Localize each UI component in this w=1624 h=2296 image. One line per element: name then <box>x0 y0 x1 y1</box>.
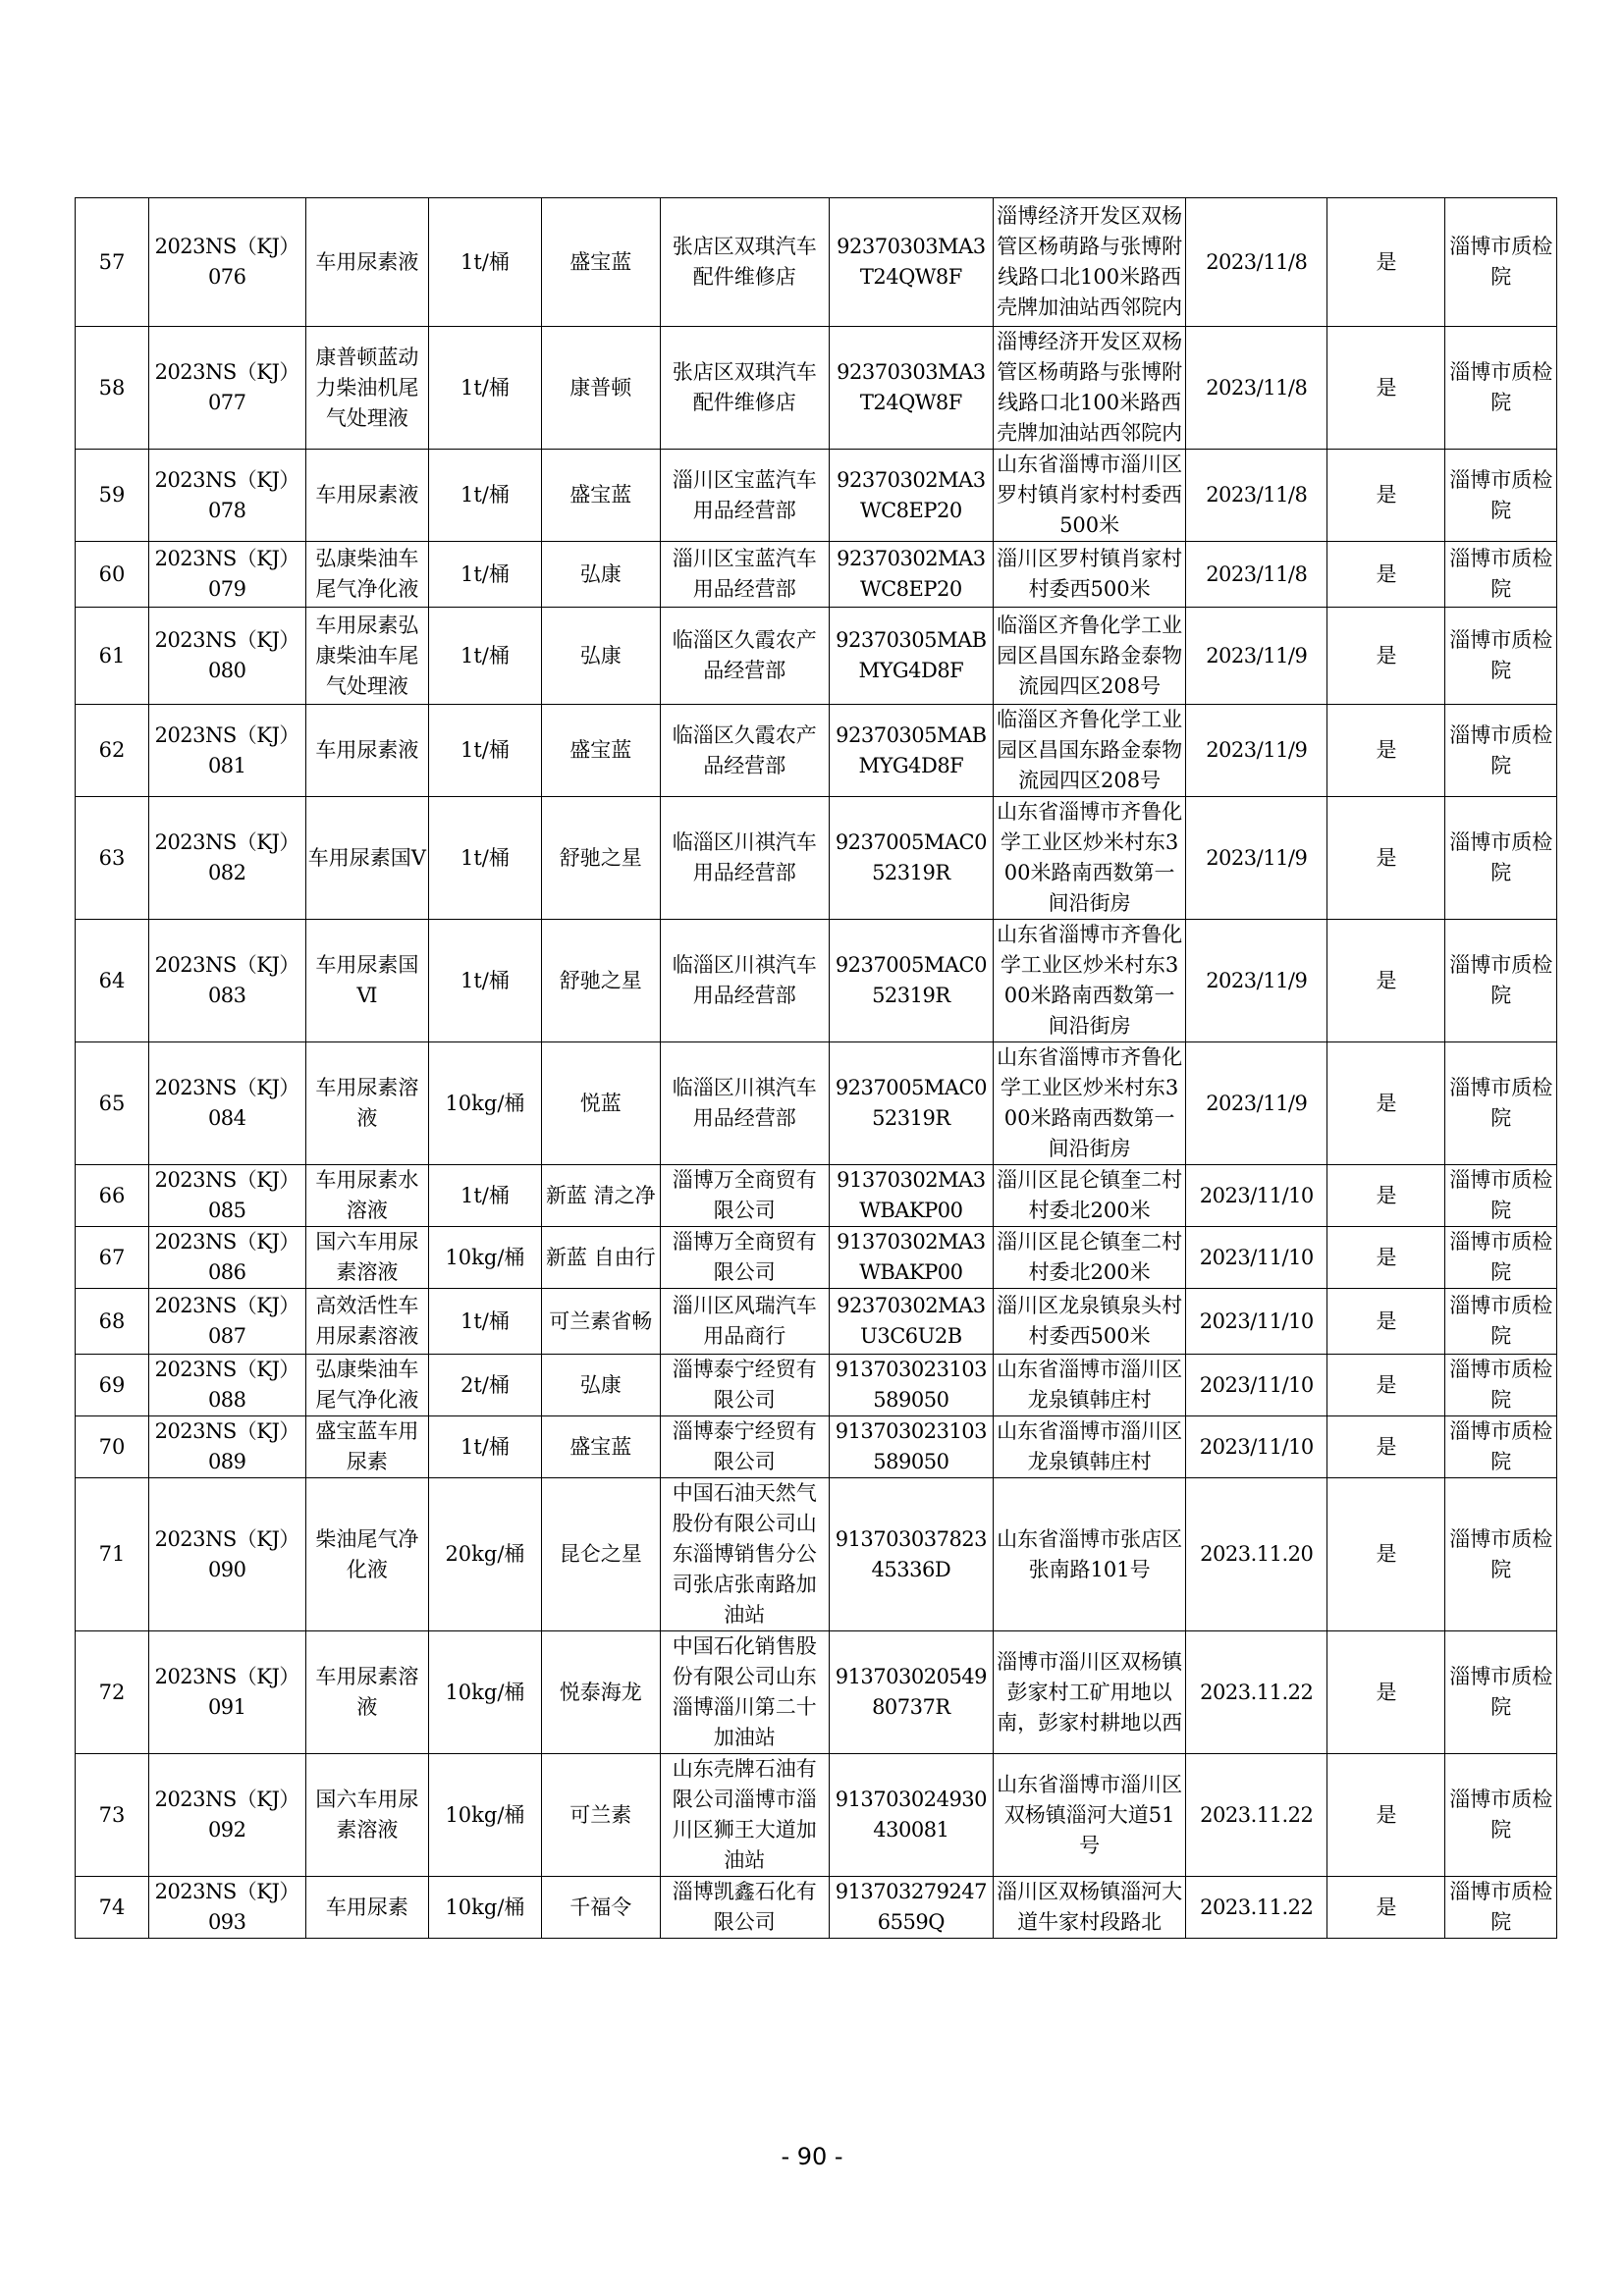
cell-product-name: 康普顿蓝动力柴油机尾气处理液 <box>305 327 429 450</box>
cell-product-name: 车用尿素液 <box>305 705 429 797</box>
cell-no: 70 <box>76 1416 149 1478</box>
cell-sample-code: 2023NS（KJ）084 <box>148 1042 305 1165</box>
cell-no: 71 <box>76 1478 149 1631</box>
cell-address: 淄川区昆仑镇奎二村村委北200米 <box>994 1165 1186 1227</box>
cell-specification: 1t/桶 <box>429 1416 542 1478</box>
table-row <box>76 198 1557 327</box>
cell-specification: 1t/桶 <box>429 542 542 608</box>
cell-date: 2023/11/10 <box>1186 1227 1327 1289</box>
cell-credit-code: 92370305MABMYG4D8F <box>829 608 993 705</box>
cell-product-name: 车用尿素 <box>305 1877 429 1939</box>
cell-no: 63 <box>76 797 149 920</box>
cell-product-name: 弘康柴油车尾气净化液 <box>305 542 429 608</box>
cell-inspection-org: 淄博市质检院 <box>1445 1416 1557 1478</box>
cell-qualified: 是 <box>1327 1355 1445 1416</box>
cell-date: 2023/11/10 <box>1186 1355 1327 1416</box>
table-row <box>76 1227 1557 1289</box>
cell-no: 68 <box>76 1289 149 1355</box>
cell-credit-code: 92370305MABMYG4D8F <box>829 705 993 797</box>
cell-no: 57 <box>76 198 149 327</box>
cell-credit-code: 92370303MA3T24QW8F <box>829 327 993 450</box>
cell-sample-code: 2023NS（KJ）092 <box>148 1754 305 1877</box>
cell-address: 山东省淄博市齐鲁化学工业区炒米村东300米路南西数第一间沿街房 <box>994 1042 1186 1165</box>
cell-address: 淄川区罗村镇肖家村村委西500米 <box>994 542 1186 608</box>
cell-seller: 中国石化销售股份有限公司山东淄博淄川第二十加油站 <box>660 1631 829 1754</box>
cell-address: 山东省淄博市淄川区龙泉镇韩庄村 <box>994 1416 1186 1478</box>
cell-brand: 可兰素省畅 <box>541 1289 660 1355</box>
cell-address: 淄川区龙泉镇泉头村村委西500米 <box>994 1289 1186 1355</box>
page-number: - 90 - <box>781 2143 843 2170</box>
cell-sample-code: 2023NS（KJ）083 <box>148 920 305 1042</box>
cell-credit-code: 91370303782345336D <box>829 1478 993 1631</box>
cell-address: 淄博市淄川区双杨镇彭家村工矿用地以南，彭家村耕地以西 <box>994 1631 1186 1754</box>
cell-date: 2023.11.22 <box>1186 1877 1327 1939</box>
cell-qualified: 是 <box>1327 1165 1445 1227</box>
cell-seller: 中国石油天然气股份有限公司山东淄博销售分公司张店张南路加油站 <box>660 1478 829 1631</box>
cell-brand: 新蓝 自由行 <box>541 1227 660 1289</box>
cell-seller: 临淄区久霞农产品经营部 <box>660 608 829 705</box>
cell-date: 2023/11/9 <box>1186 797 1327 920</box>
cell-seller: 张店区双琪汽车配件维修店 <box>660 198 829 327</box>
cell-date: 2023.11.22 <box>1186 1754 1327 1877</box>
cell-specification: 1t/桶 <box>429 198 542 327</box>
table-row <box>76 608 1557 705</box>
cell-address: 山东省淄博市张店区张南路101号 <box>994 1478 1186 1631</box>
cell-inspection-org: 淄博市质检院 <box>1445 327 1557 450</box>
cell-seller: 淄博万全商贸有限公司 <box>660 1165 829 1227</box>
table-row <box>76 1877 1557 1939</box>
cell-credit-code: 91370302054980737R <box>829 1631 993 1754</box>
cell-seller: 淄博凯鑫石化有限公司 <box>660 1877 829 1939</box>
table-row <box>76 1289 1557 1355</box>
cell-credit-code: 92370303MA3T24QW8F <box>829 198 993 327</box>
cell-seller: 张店区双琪汽车配件维修店 <box>660 327 829 450</box>
cell-brand: 悦蓝 <box>541 1042 660 1165</box>
table-row <box>76 1165 1557 1227</box>
cell-seller: 临淄区川祺汽车用品经营部 <box>660 1042 829 1165</box>
table-row <box>76 1754 1557 1877</box>
cell-address: 淄博经济开发区双杨管区杨萌路与张博附线路口北100米路西壳牌加油站西邻院内 <box>994 198 1186 327</box>
cell-specification: 2t/桶 <box>429 1355 542 1416</box>
cell-qualified: 是 <box>1327 327 1445 450</box>
cell-seller: 淄川区风瑞汽车用品商行 <box>660 1289 829 1355</box>
cell-date: 2023/11/9 <box>1186 920 1327 1042</box>
cell-inspection-org: 淄博市质检院 <box>1445 1754 1557 1877</box>
cell-qualified: 是 <box>1327 1631 1445 1754</box>
table-row <box>76 542 1557 608</box>
cell-specification: 1t/桶 <box>429 1289 542 1355</box>
cell-brand: 盛宝蓝 <box>541 450 660 542</box>
cell-date: 2023/11/10 <box>1186 1289 1327 1355</box>
cell-address: 临淄区齐鲁化学工业园区昌国东路金泰物流园四区208号 <box>994 608 1186 705</box>
table-row <box>76 1416 1557 1478</box>
cell-qualified: 是 <box>1327 1877 1445 1939</box>
cell-no: 59 <box>76 450 149 542</box>
cell-inspection-org: 淄博市质检院 <box>1445 608 1557 705</box>
cell-no: 72 <box>76 1631 149 1754</box>
cell-specification: 10kg/桶 <box>429 1754 542 1877</box>
cell-date: 2023/11/9 <box>1186 1042 1327 1165</box>
cell-address: 山东省淄博市淄川区罗村镇肖家村村委西500米 <box>994 450 1186 542</box>
cell-inspection-org: 淄博市质检院 <box>1445 705 1557 797</box>
cell-date: 2023/11/10 <box>1186 1416 1327 1478</box>
cell-product-name: 柴油尾气净化液 <box>305 1478 429 1631</box>
cell-sample-code: 2023NS（KJ）089 <box>148 1416 305 1478</box>
table-row <box>76 1478 1557 1631</box>
cell-inspection-org: 淄博市质检院 <box>1445 797 1557 920</box>
cell-product-name: 车用尿素液 <box>305 450 429 542</box>
cell-specification: 1t/桶 <box>429 327 542 450</box>
cell-seller: 淄川区宝蓝汽车用品经营部 <box>660 450 829 542</box>
cell-specification: 10kg/桶 <box>429 1877 542 1939</box>
cell-no: 69 <box>76 1355 149 1416</box>
cell-inspection-org: 淄博市质检院 <box>1445 450 1557 542</box>
cell-qualified: 是 <box>1327 1478 1445 1631</box>
cell-brand: 新蓝 清之净 <box>541 1165 660 1227</box>
cell-address: 山东省淄博市齐鲁化学工业区炒米村东300米路南西数第一间沿街房 <box>994 920 1186 1042</box>
table-body <box>76 198 1557 1939</box>
cell-specification: 10kg/桶 <box>429 1227 542 1289</box>
cell-product-name: 车用尿素国Ⅴ <box>305 797 429 920</box>
cell-product-name: 车用尿素水溶液 <box>305 1165 429 1227</box>
cell-qualified: 是 <box>1327 608 1445 705</box>
cell-address: 山东省淄博市齐鲁化学工业区炒米村东300米路南西数第一间沿街房 <box>994 797 1186 920</box>
cell-no: 60 <box>76 542 149 608</box>
table-row <box>76 1042 1557 1165</box>
table-row <box>76 797 1557 920</box>
cell-credit-code: 9137032792476559Q <box>829 1877 993 1939</box>
cell-inspection-org: 淄博市质检院 <box>1445 1227 1557 1289</box>
cell-seller: 淄博泰宁经贸有限公司 <box>660 1355 829 1416</box>
cell-brand: 昆仑之星 <box>541 1478 660 1631</box>
cell-product-name: 国六车用尿素溶液 <box>305 1754 429 1877</box>
cell-sample-code: 2023NS（KJ）078 <box>148 450 305 542</box>
cell-date: 2023/11/8 <box>1186 198 1327 327</box>
cell-brand: 舒驰之星 <box>541 920 660 1042</box>
cell-product-name: 车用尿素溶液 <box>305 1631 429 1754</box>
cell-sample-code: 2023NS（KJ）091 <box>148 1631 305 1754</box>
cell-no: 64 <box>76 920 149 1042</box>
cell-sample-code: 2023NS（KJ）093 <box>148 1877 305 1939</box>
cell-seller: 淄川区宝蓝汽车用品经营部 <box>660 542 829 608</box>
cell-qualified: 是 <box>1327 1754 1445 1877</box>
cell-address: 临淄区齐鲁化学工业园区昌国东路金泰物流园四区208号 <box>994 705 1186 797</box>
cell-inspection-org: 淄博市质检院 <box>1445 1478 1557 1631</box>
cell-product-name: 车用尿素弘康柴油车尾气处理液 <box>305 608 429 705</box>
cell-sample-code: 2023NS（KJ）081 <box>148 705 305 797</box>
cell-specification: 1t/桶 <box>429 920 542 1042</box>
cell-inspection-org: 淄博市质检院 <box>1445 1355 1557 1416</box>
cell-brand: 舒驰之星 <box>541 797 660 920</box>
cell-address: 淄川区双杨镇淄河大道牛家村段路北 <box>994 1877 1186 1939</box>
cell-qualified: 是 <box>1327 1227 1445 1289</box>
cell-credit-code: 9237005MAC052319R <box>829 920 993 1042</box>
cell-inspection-org: 淄博市质检院 <box>1445 1165 1557 1227</box>
cell-sample-code: 2023NS（KJ）080 <box>148 608 305 705</box>
cell-inspection-org: 淄博市质检院 <box>1445 198 1557 327</box>
cell-seller: 淄博泰宁经贸有限公司 <box>660 1416 829 1478</box>
cell-qualified: 是 <box>1327 1289 1445 1355</box>
cell-brand: 悦泰海龙 <box>541 1631 660 1754</box>
cell-no: 74 <box>76 1877 149 1939</box>
cell-no: 73 <box>76 1754 149 1877</box>
cell-no: 61 <box>76 608 149 705</box>
cell-product-name: 高效活性车用尿素溶液 <box>305 1289 429 1355</box>
cell-specification: 20kg/桶 <box>429 1478 542 1631</box>
cell-qualified: 是 <box>1327 1042 1445 1165</box>
cell-product-name: 车用尿素液 <box>305 198 429 327</box>
cell-date: 2023.11.20 <box>1186 1478 1327 1631</box>
cell-address: 淄博经济开发区双杨管区杨萌路与张博附线路口北100米路西壳牌加油站西邻院内 <box>994 327 1186 450</box>
cell-specification: 1t/桶 <box>429 797 542 920</box>
cell-address: 山东省淄博市淄川区双杨镇淄河大道51号 <box>994 1754 1186 1877</box>
inspection-table <box>75 197 1557 1939</box>
cell-brand: 盛宝蓝 <box>541 1416 660 1478</box>
cell-qualified: 是 <box>1327 198 1445 327</box>
cell-no: 58 <box>76 327 149 450</box>
cell-qualified: 是 <box>1327 705 1445 797</box>
cell-credit-code: 92370302MA3WC8EP20 <box>829 542 993 608</box>
cell-product-name: 车用尿素国Ⅵ <box>305 920 429 1042</box>
table-row <box>76 1631 1557 1754</box>
cell-credit-code: 92370302MA3WC8EP20 <box>829 450 993 542</box>
table-row <box>76 705 1557 797</box>
cell-qualified: 是 <box>1327 920 1445 1042</box>
cell-inspection-org: 淄博市质检院 <box>1445 1631 1557 1754</box>
cell-no: 67 <box>76 1227 149 1289</box>
cell-credit-code: 9237005MAC052319R <box>829 1042 993 1165</box>
cell-date: 2023/11/9 <box>1186 608 1327 705</box>
cell-date: 2023/11/8 <box>1186 450 1327 542</box>
cell-no: 65 <box>76 1042 149 1165</box>
cell-date: 2023.11.22 <box>1186 1631 1327 1754</box>
cell-product-name: 弘康柴油车尾气净化液 <box>305 1355 429 1416</box>
cell-address: 山东省淄博市淄川区龙泉镇韩庄村 <box>994 1355 1186 1416</box>
cell-product-name: 国六车用尿素溶液 <box>305 1227 429 1289</box>
cell-specification: 10kg/桶 <box>429 1042 542 1165</box>
table-row <box>76 920 1557 1042</box>
cell-sample-code: 2023NS（KJ）088 <box>148 1355 305 1416</box>
cell-inspection-org: 淄博市质检院 <box>1445 920 1557 1042</box>
cell-inspection-org: 淄博市质检院 <box>1445 1289 1557 1355</box>
cell-no: 62 <box>76 705 149 797</box>
cell-brand: 可兰素 <box>541 1754 660 1877</box>
cell-inspection-org: 淄博市质检院 <box>1445 542 1557 608</box>
cell-specification: 1t/桶 <box>429 705 542 797</box>
cell-credit-code: 91370302MA3WBAKP00 <box>829 1165 993 1227</box>
cell-sample-code: 2023NS（KJ）087 <box>148 1289 305 1355</box>
cell-seller: 淄博万全商贸有限公司 <box>660 1227 829 1289</box>
cell-inspection-org: 淄博市质检院 <box>1445 1042 1557 1165</box>
cell-brand: 康普顿 <box>541 327 660 450</box>
cell-brand: 千福令 <box>541 1877 660 1939</box>
cell-brand: 盛宝蓝 <box>541 705 660 797</box>
cell-seller: 山东壳牌石油有限公司淄博市淄川区狮王大道加油站 <box>660 1754 829 1877</box>
cell-seller: 临淄区久霞农产品经营部 <box>660 705 829 797</box>
cell-seller: 临淄区川祺汽车用品经营部 <box>660 797 829 920</box>
cell-no: 66 <box>76 1165 149 1227</box>
cell-brand: 弘康 <box>541 1355 660 1416</box>
cell-qualified: 是 <box>1327 542 1445 608</box>
cell-credit-code: 913703023103589050 <box>829 1355 993 1416</box>
cell-date: 2023/11/9 <box>1186 705 1327 797</box>
cell-credit-code: 913703023103589050 <box>829 1416 993 1478</box>
cell-sample-code: 2023NS（KJ）090 <box>148 1478 305 1631</box>
cell-credit-code: 91370302MA3WBAKP00 <box>829 1227 993 1289</box>
cell-specification: 1t/桶 <box>429 608 542 705</box>
cell-qualified: 是 <box>1327 1416 1445 1478</box>
cell-credit-code: 92370302MA3U3C6U2B <box>829 1289 993 1355</box>
cell-brand: 弘康 <box>541 542 660 608</box>
cell-brand: 盛宝蓝 <box>541 198 660 327</box>
cell-qualified: 是 <box>1327 797 1445 920</box>
cell-sample-code: 2023NS（KJ）082 <box>148 797 305 920</box>
cell-date: 2023/11/10 <box>1186 1165 1327 1227</box>
cell-qualified: 是 <box>1327 450 1445 542</box>
cell-sample-code: 2023NS（KJ）085 <box>148 1165 305 1227</box>
cell-credit-code: 913703024930430081 <box>829 1754 993 1877</box>
cell-credit-code: 9237005MAC052319R <box>829 797 993 920</box>
cell-specification: 1t/桶 <box>429 450 542 542</box>
cell-product-name: 车用尿素溶液 <box>305 1042 429 1165</box>
cell-sample-code: 2023NS（KJ）086 <box>148 1227 305 1289</box>
cell-sample-code: 2023NS（KJ）079 <box>148 542 305 608</box>
cell-specification: 10kg/桶 <box>429 1631 542 1754</box>
cell-date: 2023/11/8 <box>1186 327 1327 450</box>
cell-product-name: 盛宝蓝车用尿素 <box>305 1416 429 1478</box>
cell-specification: 1t/桶 <box>429 1165 542 1227</box>
cell-inspection-org: 淄博市质检院 <box>1445 1877 1557 1939</box>
cell-address: 淄川区昆仑镇奎二村村委北200米 <box>994 1227 1186 1289</box>
cell-sample-code: 2023NS（KJ）076 <box>148 198 305 327</box>
cell-seller: 临淄区川祺汽车用品经营部 <box>660 920 829 1042</box>
table-row <box>76 450 1557 542</box>
table-row <box>76 1355 1557 1416</box>
cell-date: 2023/11/8 <box>1186 542 1327 608</box>
cell-brand: 弘康 <box>541 608 660 705</box>
cell-sample-code: 2023NS（KJ）077 <box>148 327 305 450</box>
table-row <box>76 327 1557 450</box>
